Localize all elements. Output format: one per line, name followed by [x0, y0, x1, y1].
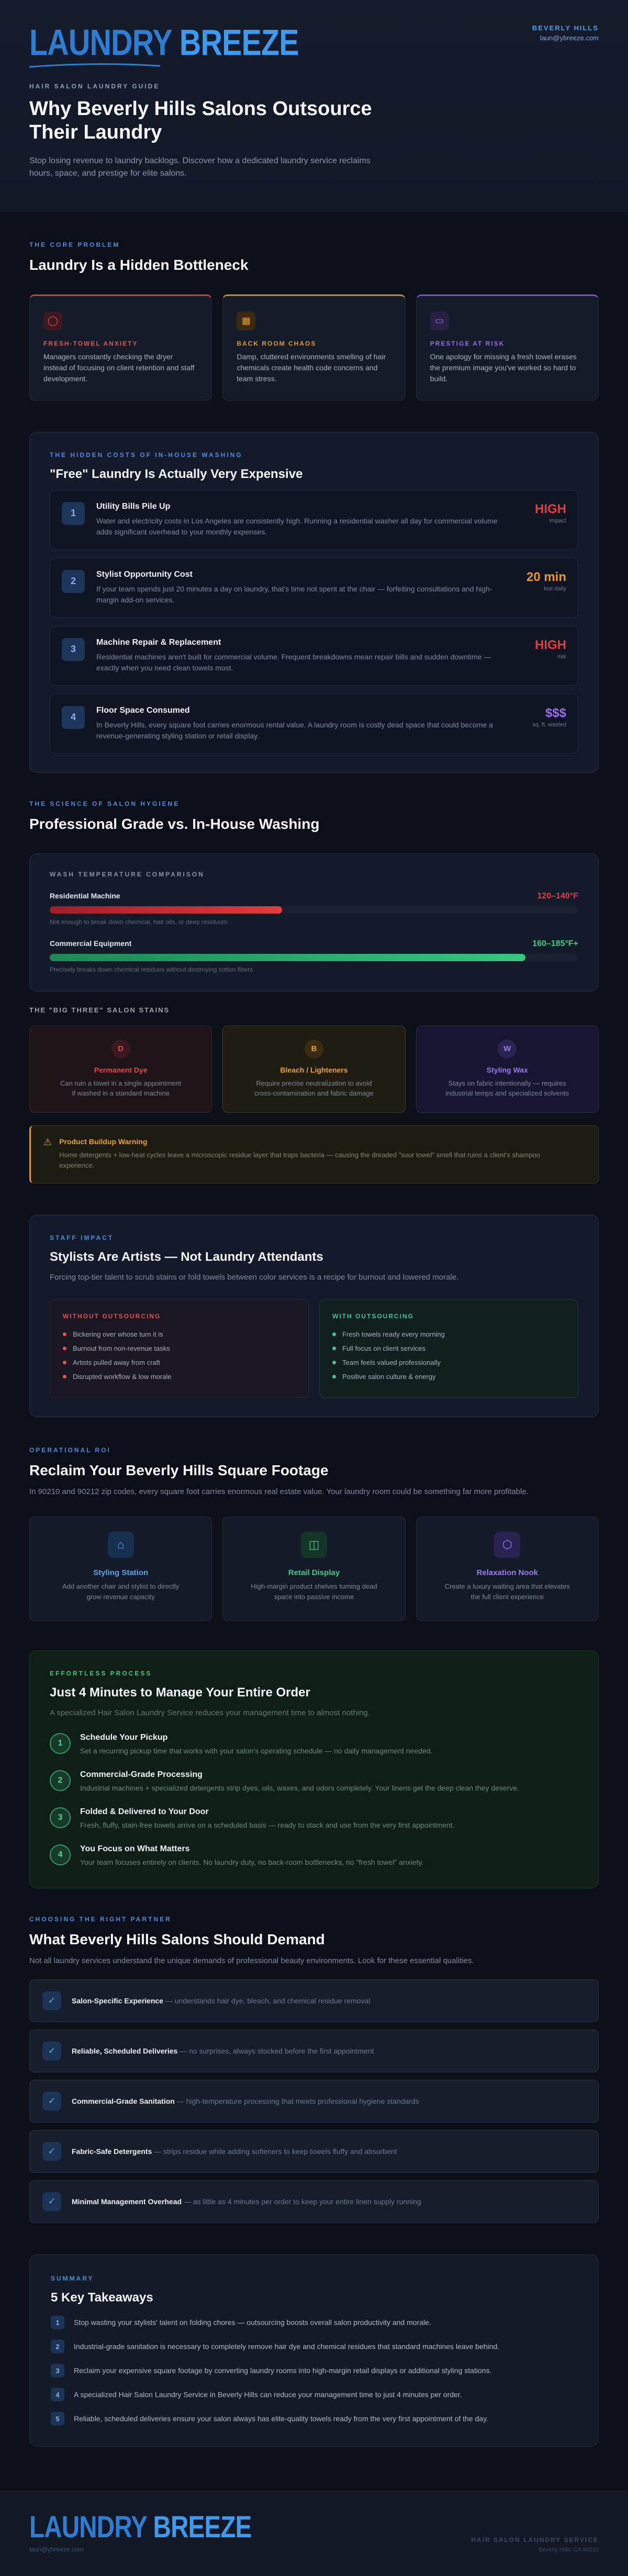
- temp-bar: [50, 954, 578, 961]
- criterion-desc: — high-temperature processing that meets professional hygiene standards: [174, 2097, 419, 2106]
- card-text: Damp, cluttered environments smelling of hair chemicals create health code concerns and team stress.: [237, 352, 386, 383]
- hidden-costs-panel: [29, 432, 599, 773]
- criterion-title: Salon-Specific Experience: [72, 1997, 164, 2005]
- stain-title: Styling Wax: [486, 1065, 528, 1074]
- section-title: Reclaim Your Beverly Hills Square Footage: [29, 1462, 329, 1478]
- problem-card: [222, 294, 405, 401]
- box-title: WITH OUTSOURCING: [332, 1312, 414, 1320]
- process-panel: [29, 1650, 599, 1888]
- takeaway-text: Reclaim your expensive square footage by converting laundry rooms into high-margin retail displays or additional styling stations.: [74, 2366, 492, 2375]
- roi-desc: Create a luxury waiting area that elevates the full client experience: [444, 1582, 570, 1601]
- footer-location: Beverly Hills, CA 90210: [539, 2547, 599, 2554]
- section-eyebrow: STAFF IMPACT: [50, 1234, 114, 1242]
- cost-title: Floor Space Consumed: [96, 705, 190, 715]
- stain-desc: Stays on fabric intentionally — requires industrial temps and specialized solvents: [445, 1079, 569, 1098]
- takeaway-item: [51, 2388, 577, 2401]
- top-bar: [29, 24, 599, 68]
- check-icon: ✓: [42, 2042, 61, 2060]
- criterion-desc: — as little as 4 minutes per order to keep your entire linen supply running: [182, 2197, 421, 2206]
- roi-card: [29, 1517, 212, 1621]
- takeaway-item: [51, 2364, 577, 2377]
- cost-number: 2: [62, 570, 85, 593]
- step-title: Schedule Your Pickup: [80, 1732, 168, 1742]
- roi-cards: [29, 1517, 599, 1621]
- temp-bar: [50, 906, 578, 914]
- step-title: You Focus on What Matters: [80, 1844, 190, 1853]
- footer-brand: [29, 2512, 300, 2553]
- hidden-costs-section: [0, 432, 628, 773]
- section-subtitle: Forcing top-tier talent to scrub stains or fold towels between color services is a recipe for burnout and lowered morale.: [50, 1273, 459, 1282]
- cost-unit: lost daily: [544, 585, 566, 592]
- stain-title: Bleach / Lighteners: [280, 1065, 348, 1074]
- cost-value: 20 min: [526, 569, 566, 584]
- card-text: One apology for missing a fresh towel erases the premium image you've worked so hard to build.: [430, 352, 577, 383]
- clock-icon: ◯: [43, 312, 62, 330]
- cost-value: HIGH: [535, 501, 566, 516]
- section-title: Laundry Is a Hidden Bottleneck: [29, 256, 249, 273]
- footer-email[interactable]: laun@ybreeze.com: [29, 2546, 84, 2554]
- criterion-title: Minimal Management Overhead: [72, 2197, 182, 2206]
- takeaway-text: A specialized Hair Salon Laundry Service in Beverly Hills can reduce your management time to just 4 minutes per order.: [74, 2390, 462, 2399]
- roi-title: Styling Station: [93, 1568, 149, 1578]
- check-icon: ✓: [42, 1991, 61, 2010]
- step-title: Folded & Delivered to Your Door: [80, 1807, 209, 1816]
- process-step: [50, 1844, 578, 1868]
- stain-cards: [29, 1025, 599, 1113]
- without-outsourcing-box: [50, 1300, 309, 1398]
- list-item: Burnout from non-revenue tasks: [63, 1341, 296, 1355]
- stain-card: [416, 1025, 599, 1113]
- takeaway-text: Industrial-grade sanitation is necessary to completely remove hair dye and chemical residues that standard machines leave behind.: [74, 2342, 500, 2351]
- roi-card: [416, 1517, 599, 1621]
- temp-row-name: Residential Machine: [50, 891, 120, 900]
- section-title: Stylists Are Artists — Not Laundry Attendants: [50, 1250, 323, 1264]
- stain-title: Permanent Dye: [94, 1065, 148, 1074]
- step-number: 3: [50, 1807, 71, 1828]
- roi-desc: High-margin product shelves turning dead space into passive income: [251, 1582, 377, 1601]
- check-icon: ✓: [42, 2092, 61, 2111]
- hero-header: [0, 0, 628, 212]
- temp-bar-fill: [50, 906, 282, 914]
- roi-section: [0, 1446, 628, 1622]
- list-item: Bickering over whose turn it is: [63, 1327, 296, 1341]
- partner-criterion: [29, 2030, 599, 2072]
- cost-number: 4: [62, 706, 85, 729]
- cost-item: [50, 626, 578, 686]
- footer-logo[interactable]: LAUNDRY BREEZE: [29, 2510, 252, 2545]
- takeaway-number: 5: [51, 2412, 64, 2425]
- section-subtitle: Not all laundry services understand the unique demands of professional beauty environments. Look for these essential qualities.: [29, 1956, 474, 1965]
- temp-row-note: Not enough to break down chemical, hair oils, or deep residuum: [50, 918, 228, 926]
- criterion-title: Commercial-Grade Sanitation: [72, 2097, 175, 2106]
- cost-item: [50, 694, 578, 754]
- cost-title: Utility Bills Pile Up: [96, 501, 171, 511]
- section-title: Just 4 Minutes to Manage Your Entire Order: [50, 1685, 310, 1700]
- problem-card: [416, 294, 599, 401]
- card-label: PRESTIGE AT RISK: [430, 339, 505, 347]
- cost-number: 1: [62, 502, 85, 525]
- stains-eyebrow: THE "BIG THREE" SALON STAINS: [29, 1006, 170, 1014]
- logo-wordmark: LAUNDRY BREEZE: [29, 22, 299, 63]
- cost-unit: risk: [557, 653, 566, 660]
- section-title: Professional Grade vs. In-House Washing: [29, 815, 320, 832]
- partner-criterion: [29, 2180, 599, 2223]
- section-eyebrow: THE HIDDEN COSTS OF IN-HOUSE WASHING: [50, 451, 243, 459]
- cost-title: Stylist Opportunity Cost: [96, 569, 193, 579]
- criterion-desc: — understands hair dye, bleach, and chemical residue removal: [163, 1997, 371, 2005]
- section-eyebrow: THE CORE PROBLEM: [29, 241, 120, 248]
- step-number: 2: [50, 1770, 71, 1791]
- temp-row-commercial: [50, 939, 578, 973]
- takeaway-number: 1: [51, 2316, 64, 2329]
- section-eyebrow: CHOOSING THE RIGHT PARTNER: [29, 1915, 172, 1923]
- card-icon: ▭: [430, 312, 449, 330]
- list-item: Artists pulled away from craft: [63, 1355, 296, 1370]
- partner-criterion: [29, 2130, 599, 2173]
- page-subtitle: Stop losing revenue to laundry backlogs. Discover how a dedicated laundry service reclaims hours, space, and prestige for elite salons.: [29, 156, 371, 178]
- logo-swoosh-icon: [29, 63, 160, 68]
- stain-card: [29, 1025, 212, 1113]
- cost-item: [50, 558, 578, 618]
- display-icon: ◫: [301, 1532, 327, 1558]
- card-text: Managers constantly checking the dryer instead of focusing on client retention and staff development.: [43, 352, 195, 383]
- process-step: [50, 1807, 578, 1831]
- list-item: Full focus on client services: [332, 1341, 565, 1355]
- partner-section: [0, 1916, 628, 2224]
- step-title: Commercial-Grade Processing: [80, 1770, 203, 1779]
- warning-text: Home detergents + low-heat cycles leave a microscopic residue layer that traps bacteria — causing the dreaded "sour towel" smell that ruins a client's shampoo experience.: [59, 1150, 541, 1170]
- card-label: BACK ROOM CHAOS: [237, 339, 317, 347]
- stain-badge: D: [111, 1040, 130, 1058]
- roi-card: [222, 1517, 405, 1621]
- page-title: Why Beverly Hills Salons Outsource Their Laundry: [29, 98, 372, 143]
- section-title: 5 Key Takeaways: [51, 2290, 153, 2305]
- check-icon: ✓: [42, 2142, 61, 2161]
- box-title: WITHOUT OUTSOURCING: [63, 1312, 161, 1320]
- cost-value: $$$: [545, 705, 566, 720]
- temp-bar-fill: [50, 954, 525, 961]
- temp-row-residential: [50, 892, 578, 926]
- criterion-title: Reliable, Scheduled Deliveries: [72, 2047, 178, 2056]
- roi-desc: Add another chair and stylist to directly grow revenue capacity: [62, 1582, 180, 1601]
- step-number: 1: [50, 1733, 71, 1754]
- warning-title: Product Buildup Warning: [59, 1137, 148, 1146]
- with-outsourcing-box: [319, 1300, 578, 1398]
- step-number: 4: [50, 1844, 71, 1865]
- contact-city: BEVERLY HILLS: [532, 24, 599, 32]
- roi-title: Relaxation Nook: [476, 1568, 539, 1578]
- cost-number: 3: [62, 638, 85, 661]
- summary-panel: [29, 2254, 599, 2447]
- stain-card: [222, 1025, 405, 1113]
- partner-criterion: [29, 2080, 599, 2123]
- buildup-warning: [29, 1125, 599, 1184]
- stain-desc: Can ruin a towel in a single appointment if washed in a standard machine: [60, 1079, 182, 1098]
- temperature-panel: [29, 853, 599, 991]
- hexagon-icon: ⬡: [494, 1532, 520, 1558]
- step-desc: Industrial machines + specialized detergents strip dyes, oils, waxes, and odors completely. Your linens get the deep clean they deserve.: [80, 1783, 520, 1792]
- temp-row-range: 160–185°F+: [532, 939, 578, 948]
- core-problem-section: [0, 241, 628, 401]
- panel-eyebrow: WASH TEMPERATURE COMPARISON: [50, 870, 205, 878]
- page-footer: [0, 2491, 628, 2576]
- cost-desc: Water and electricity costs in Los Angeles are consistently high. Running a residential washer all day for commercial volume adds significant overhead to your monthly expenses.: [96, 516, 498, 536]
- cost-unit: sq. ft. wasted: [532, 721, 566, 728]
- section-title: What Beverly Hills Salons Should Demand: [29, 1931, 325, 1947]
- card-label: FRESH-TOWEL ANXIETY: [43, 339, 138, 347]
- section-subtitle: A specialized Hair Salon Laundry Service reduces your management time to almost nothing.: [50, 1708, 370, 1718]
- takeaway-text: Stop wasting your stylists' talent on folding chores — outsourcing boosts overall salon productivity and morale.: [74, 2318, 431, 2327]
- home-icon: ⌂: [108, 1532, 134, 1558]
- cost-desc: In Beverly Hills, every square foot carries enormous rental value. A laundry room is costly dead space that could become a revenue-generating styling station or retail display.: [96, 720, 493, 740]
- summary-section: [0, 2254, 628, 2447]
- step-desc: Your team focuses entirely on clients. No laundry duty, no back-room bottlenecks, no "fresh towel" anxiety.: [80, 1857, 424, 1866]
- cost-item: [50, 490, 578, 550]
- contact-email[interactable]: laun@ybreeze.com: [540, 34, 599, 42]
- stains-section: [0, 1006, 628, 1184]
- stain-desc: Require precise neutralization to avoid cross-contamination and fabric damage: [254, 1079, 374, 1098]
- takeaway-number: 4: [51, 2388, 64, 2401]
- section-eyebrow: SUMMARY: [51, 2275, 94, 2283]
- takeaway-item: [51, 2316, 577, 2329]
- temp-row-range: 120–140°F: [537, 891, 578, 901]
- brand-logo[interactable]: [29, 24, 358, 68]
- list-item: Fresh towels ready every morning: [332, 1327, 565, 1341]
- hero-eyebrow: HAIR SALON LAUNDRY GUIDE: [29, 83, 160, 90]
- step-desc: Fresh, fluffy, stain-free towels arrive on a scheduled basis — ready to stack and use from the very first appointment.: [80, 1820, 455, 1829]
- check-icon: ✓: [42, 2192, 61, 2211]
- takeaway-item: [51, 2340, 577, 2353]
- contact-block: [532, 24, 599, 42]
- section-title: "Free" Laundry Is Actually Very Expensive: [50, 466, 303, 481]
- footer-info: [471, 2536, 599, 2553]
- takeaway-number: 2: [51, 2340, 64, 2353]
- takeaway-text: Reliable, scheduled deliveries ensure your salon always has elite-quality towels ready from the very first appointment of the day.: [74, 2414, 488, 2423]
- cost-title: Machine Repair & Replacement: [96, 637, 221, 647]
- staff-panel: [29, 1215, 599, 1417]
- list-item: Disrupted workflow & low morale: [63, 1370, 296, 1384]
- cost-unit: impact: [549, 517, 566, 524]
- cost-desc: If your team spends just 20 minutes a day on laundry, that's time not spent at the chair — forfeiting consultations and high-margin add-on services.: [96, 584, 492, 604]
- temp-row-note: Precisely breaks down chemical residues without destroying cotton fibers: [50, 965, 253, 973]
- stain-badge: B: [305, 1040, 323, 1058]
- cost-value: HIGH: [535, 637, 566, 652]
- criterion-title: Fabric-Safe Detergents: [72, 2147, 152, 2156]
- list-item: Positive salon culture & energy: [332, 1370, 565, 1384]
- box-icon: ▦: [237, 312, 255, 330]
- roi-title: Retail Display: [288, 1568, 340, 1578]
- footer-tagline: HAIR SALON LAUNDRY SERVICE: [471, 2536, 599, 2544]
- problem-cards: [29, 294, 599, 401]
- section-subtitle: In 90210 and 90212 zip codes, every square foot carries enormous real estate value. Your laundry room could be something far more profitable.: [29, 1487, 529, 1496]
- criterion-desc: — strips residue while adding softeners to keep towels fluffy and absorbent: [152, 2147, 397, 2156]
- takeaway-item: [51, 2412, 577, 2425]
- section-eyebrow: EFFORTLESS PROCESS: [50, 1670, 152, 1678]
- step-desc: Set a recurring pickup time that works with your salon's operating schedule — no daily management needed.: [80, 1746, 433, 1755]
- partner-criterion: [29, 1979, 599, 2022]
- stain-badge: W: [498, 1040, 517, 1058]
- warning-icon: ⚠: [43, 1136, 52, 1147]
- criterion-desc: — no surprises, always stocked before the first appointment: [177, 2047, 374, 2056]
- cost-desc: Residential machines aren't built for commercial volume. Frequent breakdowns mean repair bills and sudden downtime — exactly when you need clean towels most.: [96, 652, 491, 672]
- process-section: [0, 1650, 628, 1888]
- list-item: Team feels valued professionally: [332, 1355, 565, 1370]
- section-eyebrow: THE SCIENCE OF SALON HYGIENE: [29, 800, 180, 807]
- hygiene-section: [0, 800, 628, 991]
- temp-row-name: Commercial Equipment: [50, 939, 132, 948]
- takeaway-number: 3: [51, 2364, 64, 2377]
- process-step: [50, 1770, 578, 1794]
- staff-comparison: [50, 1300, 578, 1398]
- section-eyebrow: OPERATIONAL ROI: [29, 1446, 111, 1454]
- process-step: [50, 1733, 578, 1757]
- problem-card: [29, 294, 212, 401]
- staff-section: [0, 1215, 628, 1417]
